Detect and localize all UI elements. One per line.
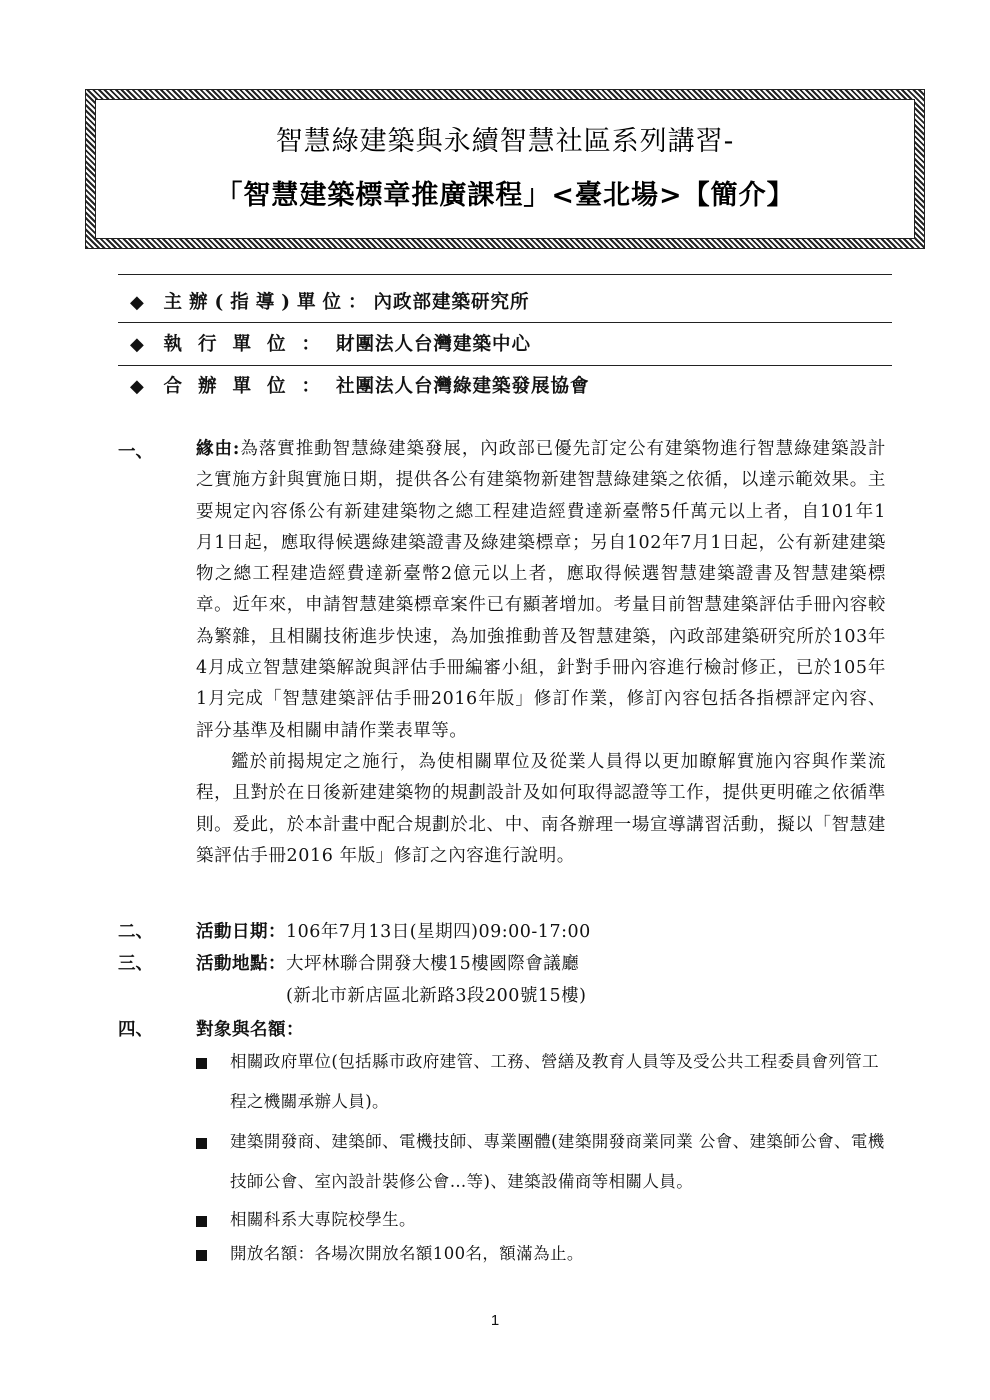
page-number: 1 xyxy=(490,1312,500,1329)
list-item-text: 開放名額：各場次開放名額100名，額滿為止。 xyxy=(230,1244,584,1263)
event-date-label: 活動日期： xyxy=(196,922,286,942)
unit-value: 內政部建築研究所 xyxy=(373,292,530,313)
list-item-text: 相關科系大專院校學生。 xyxy=(230,1210,416,1229)
section-number-3: 三、 xyxy=(118,954,153,974)
unit-value: 社團法人台灣綠建築發展協會 xyxy=(335,376,590,397)
list-item-text: 建築開發商、建築師、電機技師、專業團體(建築開發商業同業 公會、建築師公會、電機技師公會、室內設計裝修公會…等)、建築設備商等相關人員。 xyxy=(230,1132,885,1191)
square-bullet-icon xyxy=(196,1138,207,1149)
section-1-body xyxy=(196,434,886,872)
section-1-para-1 xyxy=(196,434,886,747)
title-box xyxy=(86,90,924,248)
section-number-1: 一、 xyxy=(118,442,153,462)
event-date-value: 106年7月13日(星期四)09:00-17:00 xyxy=(286,922,591,942)
unit-label: 執行單位： xyxy=(163,334,336,355)
unit-row-exec xyxy=(130,330,531,356)
section-1-heading: 緣由: xyxy=(196,439,240,459)
section-1-para-2: 鑑於前揭規定之施行，為使相關單位及從業人員得以更加瞭解實施內容與作業流程，且對於在日後新建建築物的規劃設計及如何取得認證等工作，提供更明確之依循準則。爰此，於本計畫中配合規劃於北、中、南各辦理一場宣導講習活動，擬以「智慧建築評估手冊2016 年版」修訂之內容進行說明。 xyxy=(196,751,886,866)
unit-label: 合辦單位： xyxy=(163,376,336,397)
diamond-icon: ◆ xyxy=(130,292,145,313)
divider-2 xyxy=(118,365,892,366)
divider-top xyxy=(118,274,892,275)
audience-heading xyxy=(196,1016,304,1041)
audience-heading-label: 對象與名額： xyxy=(196,1020,304,1040)
square-bullet-icon xyxy=(196,1058,207,1069)
event-venue-label: 活動地點： xyxy=(196,954,286,974)
title-line-2: 「智慧建築標章推廣課程」<臺北場>【簡介】 xyxy=(215,180,795,211)
event-address: (新北市新店區北新路3段200號15樓) xyxy=(286,986,587,1006)
title-line-1: 智慧綠建築與永續智慧社區系列講習- xyxy=(275,126,735,157)
unit-value: 財團法人台灣建築中心 xyxy=(335,334,531,355)
divider-1 xyxy=(118,322,892,323)
square-bullet-icon xyxy=(196,1216,207,1227)
event-venue xyxy=(196,950,579,975)
section-number-4: 四、 xyxy=(118,1020,153,1040)
unit-row-co xyxy=(130,372,589,398)
section-1-para-1-text: 為落實推動智慧綠建築發展，內政部已優先訂定公有建築物進行智慧綠建築設計之實施方針與實施日期，提供各公有建築物新建智慧綠建築之依循，以達示範效果。主要規定內容係公有新建建築物之總工程建造經費達新臺幣5仟萬元以上者，自101年1月1日起，應取得候選綠建築證書及綠建築標章；另自102年7月1日起，公有新建建築物之總工程建造經費達新臺幣2億元以上者，應取得候選智慧建築證書及智慧建築標章。近年來，申請智慧建築標章案件已有顯著增加。考量目前智慧建築評估手冊內容較為繁雜，且相關技術進步快速，為加強推動普及智慧建築，內政部建築研究所於103年4月成立智慧建築解說與評估手冊編審小組，針對手冊內容進行檢討修正，已於105年1月完成「智慧建築評估手冊2016年版」修訂作業，修訂內容包括各指標評定內容、評分基準及相關申請作業表單等。 xyxy=(196,439,887,741)
title-inner xyxy=(95,99,915,239)
square-bullet-icon xyxy=(196,1250,207,1261)
unit-row-host xyxy=(130,288,529,314)
unit-label: 主辦(指導)單位： xyxy=(163,292,374,313)
event-venue-value: 大坪林聯合開發大樓15樓國際會議廳 xyxy=(286,954,580,974)
diamond-icon: ◆ xyxy=(130,334,145,355)
diamond-icon: ◆ xyxy=(130,376,145,397)
list-item-text: 相關政府單位(包括縣市政府建管、工務、營繕及教育人員等及受公共工程委員會列管工程之機關承辦人員)。 xyxy=(230,1052,880,1111)
section-number-2: 二、 xyxy=(118,922,153,942)
event-date xyxy=(196,918,591,943)
